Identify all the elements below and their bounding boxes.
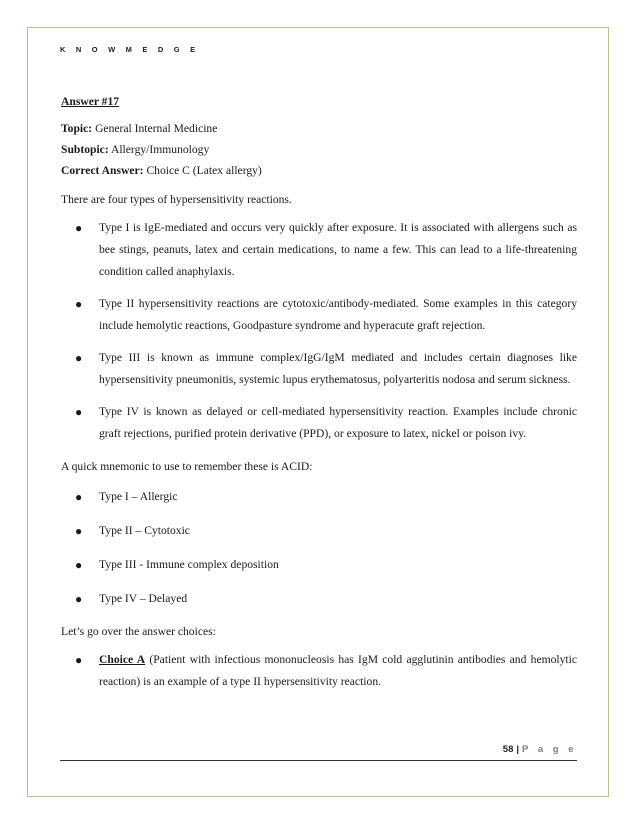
answer-title: Answer #17: [61, 95, 120, 108]
page-number: 58: [502, 744, 514, 755]
list-item: [61, 588, 577, 610]
bullet-icon: ●: [75, 405, 83, 419]
choice-label: Choice A: [99, 653, 146, 666]
page-word: P a g e: [522, 744, 577, 755]
subtopic-label: Subtopic:: [61, 143, 109, 156]
list-item-text: Type I – Allergic: [99, 490, 178, 503]
list-item-text: Type III - Immune complex deposition: [99, 558, 279, 571]
list-item: [61, 401, 577, 445]
subtopic-line: [61, 142, 577, 157]
correct-answer-label: Correct Answer:: [61, 164, 144, 177]
intro-paragraph: There are four types of hypersensitivity reactions.: [61, 193, 292, 206]
bullet-icon: ●: [75, 490, 83, 504]
list-item: [61, 217, 577, 283]
bullet-icon: ●: [75, 592, 83, 606]
footer-separator: |: [516, 744, 520, 755]
choices-intro: Let’s go over the answer choices:: [61, 625, 216, 638]
topic-value: General Internal Medicine: [95, 122, 218, 135]
answer-choices-list: [61, 649, 577, 693]
bullet-icon: ●: [75, 221, 83, 235]
list-item: [61, 649, 577, 693]
list-item: [61, 347, 577, 391]
subtopic-value: Allergy/Immunology: [110, 143, 210, 156]
mnemonic-intro: A quick mnemonic to use to remember these is ACID:: [61, 460, 313, 473]
correct-answer-line: [61, 163, 577, 178]
footer-divider: [60, 760, 577, 761]
list-item-text: Type II – Cytotoxic: [99, 524, 190, 537]
list-item-text: Type II hypersensitivity reactions are cytotoxic/antibody-mediated. Some examples in this category include hemolytic reactions, Goodpasture syndrome and hyperacute graft rejection.: [99, 297, 577, 332]
list-item-text: Type III is known as immune complex/IgG/IgM mediated and includes certain diagnoses like hypersensitivity pneumonitis, systemic lupus erythematosus, polyarteritis nodosa and serum sickness.: [99, 351, 577, 386]
list-item-text: Type I is IgE-mediated and occurs very quickly after exposure. It is associated with allergens such as bee stings, peanuts, latex and certain medications, to name a few. This can lead to a life-threatening condition called anaphylaxis.: [99, 221, 577, 278]
page-footer: [503, 744, 577, 755]
header-brand: K N O W M E D G E: [60, 45, 200, 54]
mnemonic-list: [61, 486, 577, 610]
bullet-icon: ●: [75, 351, 83, 365]
list-item: [61, 554, 577, 576]
topic-label: Topic:: [61, 122, 93, 135]
bullet-icon: ●: [75, 524, 83, 538]
correct-answer-value: Choice C (Latex allergy): [146, 164, 262, 177]
list-item: [61, 293, 577, 337]
list-item-text: Type IV is known as delayed or cell-mediated hypersensitivity reaction. Examples include chronic graft rejections, purified protein derivative (PPD), or exposure to latex, nickel or poison ivy.: [99, 405, 577, 440]
list-item: [61, 520, 577, 542]
bullet-icon: ●: [75, 558, 83, 572]
topic-line: [61, 121, 577, 136]
choice-text: (Patient with infectious mononucleosis has IgM cold agglutinin antibodies and hemolytic reaction) is an example of a type II hypersensitivity reaction.: [99, 653, 578, 688]
list-item-text: Type IV – Delayed: [99, 592, 188, 605]
document-body: [61, 94, 577, 693]
bullet-icon: ●: [75, 653, 83, 667]
list-item: [61, 486, 577, 508]
bullet-icon: ●: [75, 297, 83, 311]
hypersensitivity-types-list: [61, 217, 577, 445]
